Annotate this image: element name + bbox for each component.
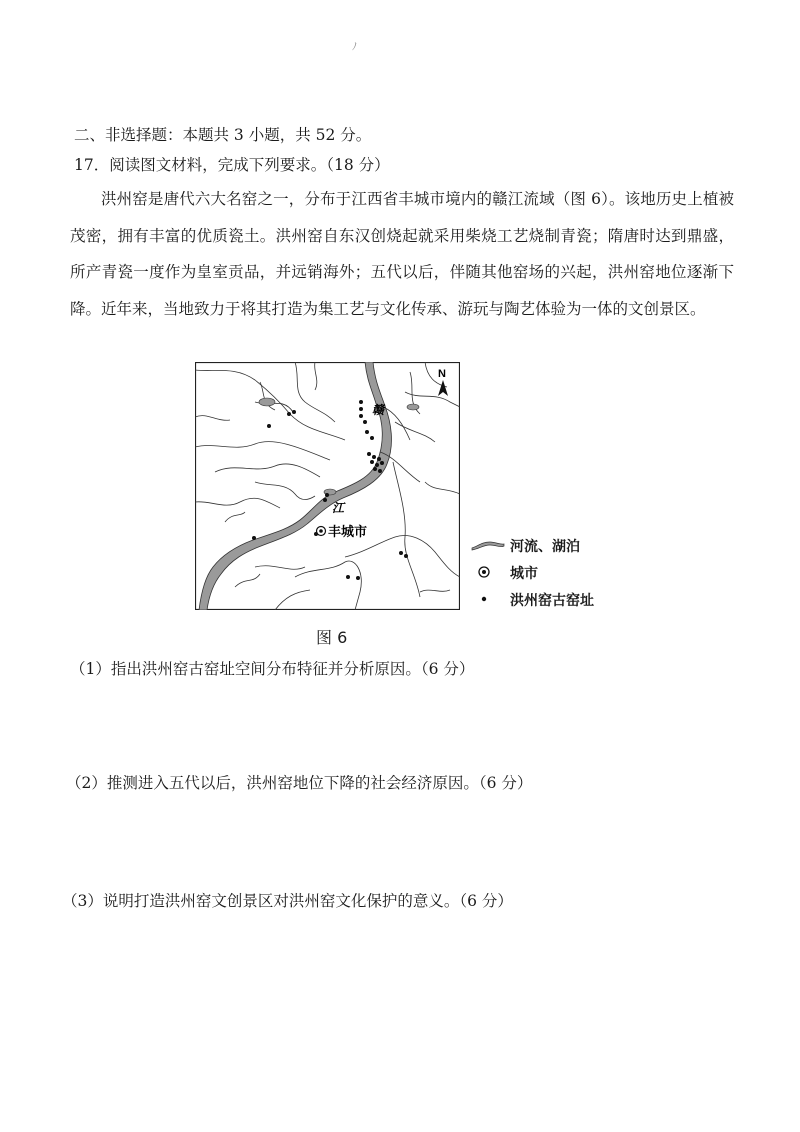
figure-caption: 图 6 <box>316 628 348 647</box>
legend-city-label: 城市 <box>510 566 538 582</box>
map-frame <box>196 363 460 610</box>
sub-question-2: （2）推测进入五代以后，洪州窑地位下降的社会经济原因。（6 分） <box>66 774 533 792</box>
sub-question-3: （3）说明打造洪州窑文创景区对洪州窑文化保护的意义。（6 分） <box>62 892 513 910</box>
river-legend-icon <box>470 536 506 554</box>
section-heading: 二、非选择题：本题共 3 小题，共 52 分。 <box>74 126 372 144</box>
city-label: 丰城市 <box>328 525 368 540</box>
north-label: N <box>438 368 446 380</box>
kiln-legend-icon <box>470 590 506 608</box>
lake <box>259 398 275 406</box>
sub-question-1: （1）指出洪州窑古窑址空间分布特征并分析原因。（6 分） <box>70 660 475 678</box>
river-map <box>195 362 460 610</box>
legend-river-label: 河流、湖泊 <box>510 539 580 555</box>
question-header: 17．阅读图文材料，完成下列要求。（18 分） <box>74 156 390 174</box>
river-label-gan: 赣 <box>372 403 385 417</box>
river-label-jiang: 江 <box>332 501 345 515</box>
city-legend-icon <box>470 563 506 581</box>
legend-kiln-label: 洪州窑古窑址 <box>510 593 594 609</box>
lake <box>407 404 419 410</box>
scan-mark: ﾉ <box>352 42 357 53</box>
question-material: 洪州窑是唐代六大名窑之一，分布于江西省丰城市境内的赣江流域（图 6）。该地历史上植被茂密，拥有丰富的优质瓷土。洪州窑自东汉创烧起就采用柴烧工艺烧制青瓷；隋唐时达到鼎盛，所产青瓷一度作为皇室贡品，并远销海外；五代以后，伴随其他窑场的兴起，洪州窑地位逐渐下降。近年来，当地致力于将其打造为集工艺与文化传承、游玩与陶艺体验为一体的文创景区。 <box>70 190 734 318</box>
